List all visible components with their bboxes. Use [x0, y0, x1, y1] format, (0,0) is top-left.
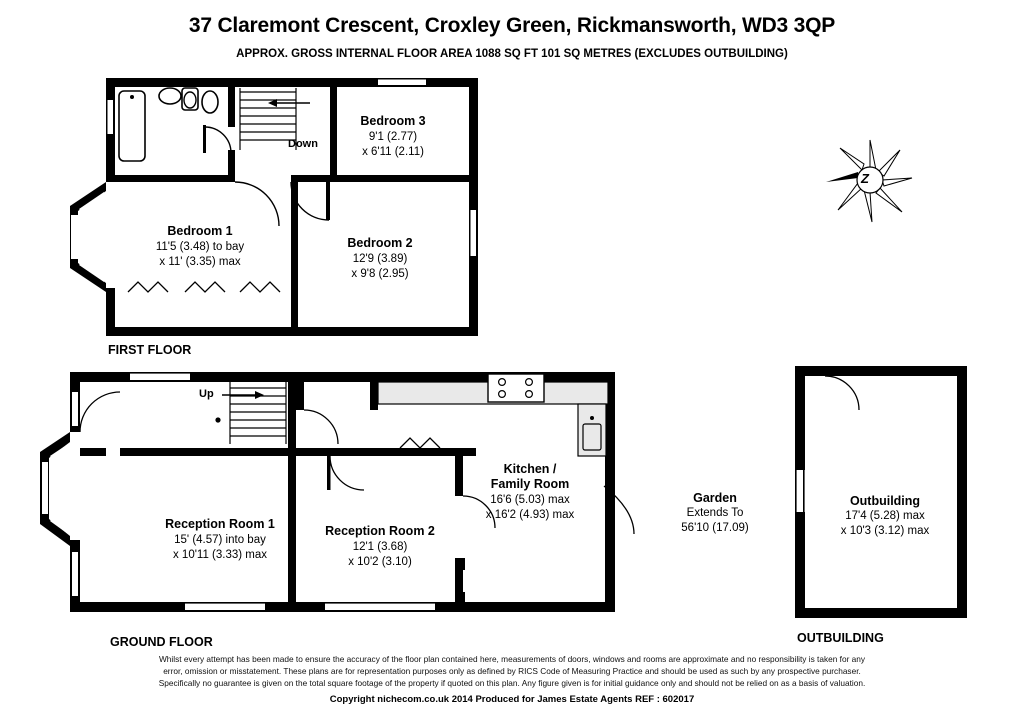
room-dim-outbuilding-1: 17'4 (5.28) max	[845, 510, 925, 522]
disclaimer-line-2: error, omission or misstatement. These plans are for representation purposes only as defined by RICS Code of Measuring Practice and should be used as such by any prospective purchaser.	[163, 666, 861, 676]
room-dim-kitchen-2: x 16'2 (4.93) max	[485, 509, 575, 521]
room-dim-bedroom-1-2: x 11' (3.35) max	[159, 256, 241, 268]
compass-letter: Z	[861, 171, 869, 186]
room-dim-bedroom-1-1: 11'5 (3.48) to bay	[155, 241, 245, 253]
room-dim-bedroom-3-2: x 6'11 (2.11)	[362, 146, 424, 158]
room-dim-garden-2: 56'10 (17.09)	[681, 522, 749, 534]
floor-label-ground: GROUND FLOOR	[110, 635, 213, 649]
room-dim-bedroom-2-2: x 9'8 (2.95)	[351, 268, 409, 280]
ground-floor-outline	[40, 372, 634, 612]
room-dim-reception-2-2: x 10'2 (3.10)	[348, 556, 412, 568]
floor-area-subtitle: APPROX. GROSS INTERNAL FLOOR AREA 1088 SQ FT 101 SQ METRES (EXCLUDES OUTBUILDING)	[236, 48, 788, 60]
room-dim-bedroom-3-1: 9'1 (2.77)	[368, 131, 418, 143]
room-dim-bedroom-2-1: 12'9 (3.89)	[352, 253, 408, 265]
room-label-bedroom-3: Bedroom 3	[360, 114, 426, 128]
outbuilding-outline	[795, 366, 967, 618]
room-label-kitchen-2: Family Room	[490, 477, 570, 491]
stairs-down-label: Down	[288, 138, 318, 150]
compass-rose	[826, 140, 912, 222]
room-label-reception-1: Reception Room 1	[165, 517, 275, 531]
room-dim-reception-1-2: x 10'11 (3.33) max	[172, 549, 268, 561]
room-dim-garden-1: Extends To	[686, 507, 744, 519]
disclaimer-line-3: Specifically no guarantee is given on the total square footage of the property if quoted on this plan. Any figure given is for initial guidance only and should not be relied on as a basis of valuation.	[158, 678, 866, 688]
copyright-line: Copyright nichecom.co.uk 2014 Produced for James Estate Agents REF : 602017	[329, 694, 695, 705]
room-dim-kitchen-1: 16'6 (5.03) max	[490, 494, 570, 506]
room-dim-reception-2-1: 12'1 (3.68)	[352, 541, 408, 553]
room-label-outbuilding: Outbuilding	[849, 494, 921, 508]
floor-label-outbuilding: OUTBUILDING	[797, 631, 884, 645]
room-label-reception-2: Reception Room 2	[325, 524, 435, 538]
stairs-up-label: Up	[199, 388, 214, 400]
room-label-kitchen-1: Kitchen /	[503, 462, 557, 476]
room-label-bedroom-1: Bedroom 1	[167, 224, 233, 238]
page-title: 37 Claremont Crescent, Croxley Green, Rickmansworth, WD3 3QP	[188, 14, 836, 37]
room-dim-outbuilding-2: x 10'3 (3.12) max	[840, 525, 930, 537]
room-label-bedroom-2: Bedroom 2	[347, 236, 413, 250]
room-label-garden: Garden	[693, 491, 737, 505]
disclaimer-line-1: Whilst every attempt has been made to ensure the accuracy of the floor plan contained here, measurements of doors, windows and rooms are approximate and no responsibility is taken for any	[158, 654, 866, 664]
floor-label-first: FIRST FLOOR	[108, 343, 192, 357]
room-dim-reception-1-1: 15' (4.57) into bay	[174, 534, 266, 546]
